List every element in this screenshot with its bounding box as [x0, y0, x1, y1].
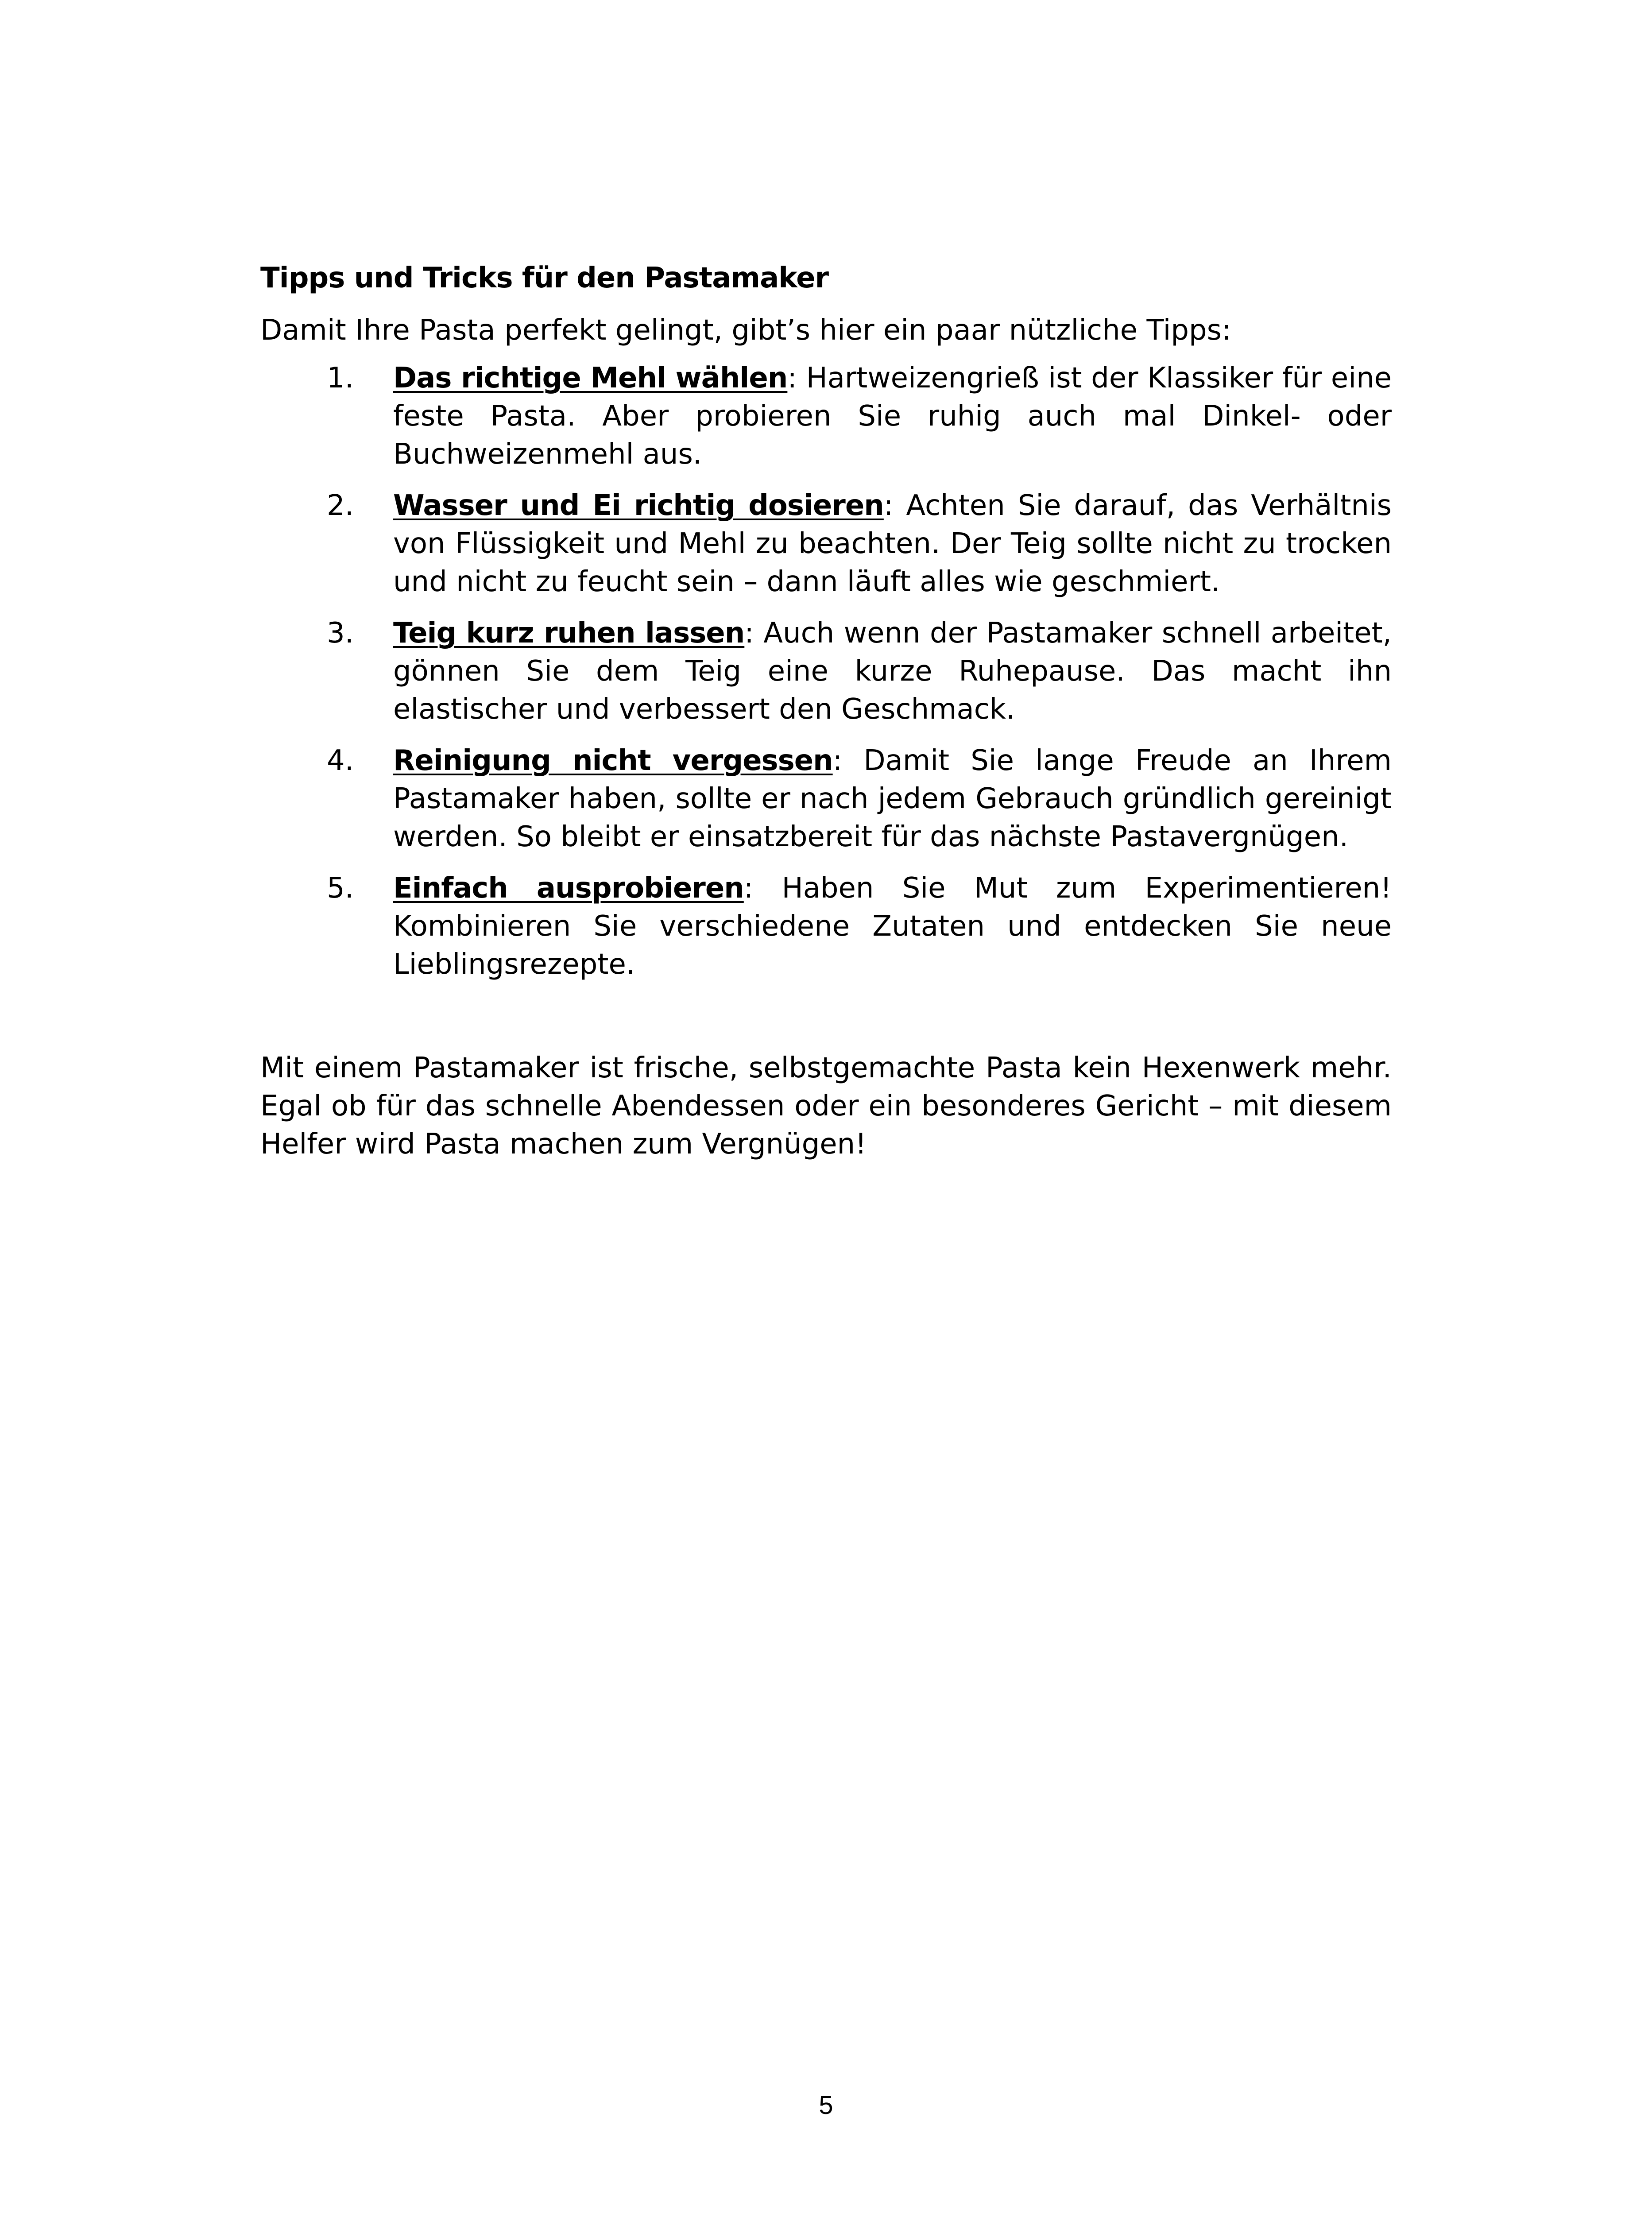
list-item-number: 2. — [327, 489, 354, 522]
list-item-number: 4. — [327, 744, 354, 777]
tip-text: : Auch wenn der Pastamaker schnell arbeitet, gönnen Sie dem Teig eine kurze Ruhepause. Das macht ihn elastischer und verbessert den Geschmack. — [393, 617, 1392, 726]
list-item — [260, 869, 1392, 983]
intro-paragraph: Damit Ihre Pasta perfekt gelingt, gibt’s hier ein paar nützliche Tipps: — [260, 314, 1231, 347]
list-item-number: 5. — [327, 872, 354, 905]
list-item-number: 3. — [327, 617, 354, 650]
closing-paragraph: Mit einem Pastamaker ist frische, selbstgemachte Pasta kein Hexenwerk mehr. Egal ob für das schnelle Abendessen oder ein besonderes Gericht – mit diesem Helfer wird Pasta machen zum Vergnügen! — [260, 1052, 1392, 1161]
tip-heading: Das richtige Mehl wählen — [393, 362, 788, 395]
tip-heading: Einfach ausprobieren — [393, 872, 744, 905]
tip-text: : Achten Sie darauf, das Verhältnis von Flüssigkeit und Mehl zu beachten. Der Teig sollte nicht zu trocken und nicht zu feucht sein – dann läuft alles wie geschmiert. — [393, 489, 1392, 598]
list-item — [260, 487, 1392, 601]
page-number: 5 — [819, 2091, 833, 2120]
list-item — [260, 742, 1392, 856]
tip-text: : Damit Sie lange Freude an Ihrem Pastamaker haben, sollte er nach jedem Gebrauch gründlich gereinigt werden. So bleibt er einsatzbereit für das nächste Pastavergnügen. — [393, 744, 1392, 853]
tip-text: : Hartweizengrieß ist der Klassiker für eine feste Pasta. Aber probieren Sie ruhig auch mal Dinkel- oder Buchweizenmehl aus. — [393, 362, 1392, 471]
list-item — [260, 614, 1392, 728]
list-item-number: 1. — [327, 362, 354, 395]
tip-text: : Haben Sie Mut zum Experimentieren! Kombinieren Sie verschiedene Zutaten und entdecken Sie neue Lieblingsrezepte. — [393, 872, 1392, 981]
list-item — [260, 359, 1392, 473]
tips-list — [260, 359, 1392, 983]
tip-heading: Reinigung nicht vergessen — [393, 744, 833, 777]
tip-heading: Teig kurz ruhen lassen — [393, 617, 745, 650]
page-content — [260, 259, 1392, 1163]
tip-heading: Wasser und Ei richtig dosieren — [393, 489, 884, 522]
section-title: Tipps und Tricks für den Pastamaker — [260, 262, 829, 294]
